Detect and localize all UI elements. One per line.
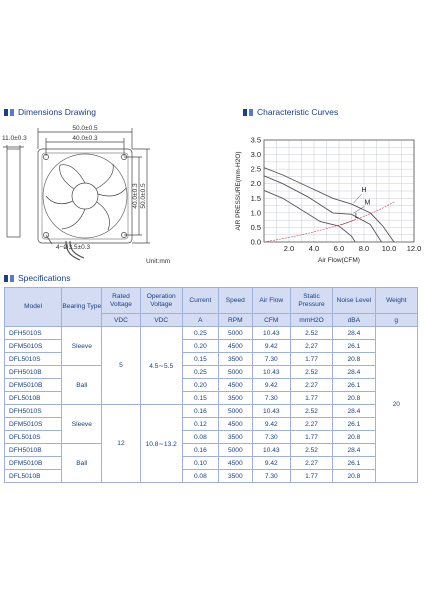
cell-model: DFH5010B <box>5 444 62 457</box>
section-bullet-icon <box>243 109 247 116</box>
specifications-table <box>4 287 418 483</box>
cell-noise-level: 28.4 <box>333 444 375 457</box>
unit-5: RPM <box>218 314 252 327</box>
section-dimensions-title: Dimensions Drawing <box>18 107 96 117</box>
cell-speed: 5000 <box>218 327 252 340</box>
cell-bearing-type: Sleeve <box>62 327 102 366</box>
dim-hole-spacing: 40.0±0.3 <box>72 135 98 142</box>
section-bullet-icon <box>249 109 253 116</box>
cell-current: 0.25 <box>182 327 218 340</box>
section-curves-title: Characteristic Curves <box>257 107 339 117</box>
series-label-h: H <box>361 187 367 195</box>
cell-rated-voltage: 12 <box>102 405 140 483</box>
dim-side-hole: 40.0±0.3 <box>132 183 139 209</box>
cell-air-flow: 7.30 <box>252 353 290 366</box>
cell-static-pressure: 1.77 <box>290 470 332 483</box>
dim-holes: 4−Ø3.5±0.3 <box>56 244 91 251</box>
y-tick-label: 1.5 <box>250 193 261 203</box>
cell-current: 0.08 <box>182 470 218 483</box>
y-tick-label: 0.5 <box>250 222 261 232</box>
cell-current: 0.20 <box>182 340 218 353</box>
unit-3: VDC <box>140 314 182 327</box>
cell-noise-level: 20.8 <box>333 470 375 483</box>
cell-bearing-type: Sleeve <box>62 405 102 444</box>
cell-air-flow: 7.30 <box>252 431 290 444</box>
x-tick-label: 6.0 <box>333 244 345 253</box>
cell-noise-level: 26.1 <box>333 457 375 470</box>
y-tick-label: 1.0 <box>250 208 261 218</box>
cell-noise-level: 28.4 <box>333 366 375 379</box>
series-label-m: M <box>364 199 371 207</box>
x-tick-label: 10.0 <box>381 244 397 253</box>
cell-model: DFM5010S <box>5 418 62 431</box>
section-bullet-icon <box>4 109 8 116</box>
table-row <box>5 444 418 457</box>
cell-air-flow: 9.42 <box>252 418 290 431</box>
cell-speed: 4500 <box>218 379 252 392</box>
cell-static-pressure: 2.52 <box>290 327 332 340</box>
series-label-l: L <box>355 212 359 220</box>
table-row <box>5 327 418 340</box>
cell-speed: 4500 <box>218 340 252 353</box>
cell-speed: 5000 <box>218 405 252 418</box>
cell-noise-level: 26.1 <box>333 418 375 431</box>
cell-bearing-type: Ball <box>62 444 102 483</box>
cell-operation-voltage: 4.5∼5.5 <box>140 327 182 405</box>
dim-top-width: 50.0±0.5 <box>72 125 98 132</box>
cell-air-flow: 7.30 <box>252 392 290 405</box>
cell-noise-level: 26.1 <box>333 379 375 392</box>
section-curves-header <box>243 107 338 117</box>
header-4: Current <box>182 288 218 314</box>
x-tick-label: 8.0 <box>358 244 370 253</box>
cell-current: 0.12 <box>182 418 218 431</box>
cell-model: DFH5010S <box>5 327 62 340</box>
cell-static-pressure: 1.77 <box>290 353 332 366</box>
unit-2: VDC <box>102 314 140 327</box>
section-specs-title: Specifications <box>18 273 71 283</box>
y-tick-label: 0.0 <box>250 237 261 247</box>
cell-speed: 4500 <box>218 457 252 470</box>
unit-4: A <box>182 314 218 327</box>
cell-speed: 3500 <box>218 392 252 405</box>
unit-8: dBA <box>333 314 375 327</box>
cell-current: 0.20 <box>182 379 218 392</box>
cell-current: 0.25 <box>182 366 218 379</box>
cell-model: DFM5010B <box>5 457 62 470</box>
dim-side-total: 50.0±0.5 <box>140 183 147 209</box>
cell-air-flow: 9.42 <box>252 340 290 353</box>
cell-model: DFM5010B <box>5 379 62 392</box>
cell-static-pressure: 2.52 <box>290 366 332 379</box>
cell-air-flow: 10.43 <box>252 405 290 418</box>
table-row <box>5 366 418 379</box>
section-specs-header <box>4 273 70 283</box>
cell-air-flow: 9.42 <box>252 379 290 392</box>
cell-model: DFH5010S <box>5 405 62 418</box>
cell-model: DFL5010B <box>5 470 62 483</box>
cell-noise-level: 26.1 <box>333 340 375 353</box>
series-leader-h <box>354 194 362 203</box>
header-5: Speed <box>218 288 252 314</box>
cell-air-flow: 7.30 <box>252 470 290 483</box>
cell-current: 0.16 <box>182 444 218 457</box>
cell-speed: 4500 <box>218 418 252 431</box>
header-7: Static Pressure <box>290 288 332 314</box>
header-6: Air Flow <box>252 288 290 314</box>
cell-current: 0.16 <box>182 405 218 418</box>
header-3: Operation Voltage <box>140 288 182 314</box>
dimensions-drawing <box>0 118 215 268</box>
header-bearing: Bearing Type <box>62 288 102 327</box>
y-tick-label: 3.5 <box>250 135 261 145</box>
unit-7: mmH2O <box>290 314 332 327</box>
header-8: Noise Level <box>333 288 375 314</box>
impedance-curve <box>264 201 395 242</box>
drawing-unit: Unit:mm <box>146 258 171 265</box>
y-axis-label: AIR PRESSURE(mm-H2O) <box>235 151 242 231</box>
cell-static-pressure: 1.77 <box>290 431 332 444</box>
section-dimensions-header <box>4 107 96 117</box>
cell-speed: 5000 <box>218 444 252 457</box>
cell-noise-level: 20.8 <box>333 353 375 366</box>
x-tick-label: 12.0 <box>406 244 422 253</box>
x-tick-label: 4.0 <box>308 244 320 253</box>
fan-side-view <box>7 149 20 237</box>
header-2: Rated Voltage <box>102 288 140 314</box>
cell-model: DFH5010B <box>5 366 62 379</box>
cell-static-pressure: 2.52 <box>290 405 332 418</box>
cell-static-pressure: 2.52 <box>290 444 332 457</box>
cell-current: 0.15 <box>182 392 218 405</box>
cell-model: DFL5010S <box>5 353 62 366</box>
section-bullet-icon <box>4 275 8 282</box>
y-tick-label: 2.0 <box>250 179 261 189</box>
x-axis-label: Air Flow(CFM) <box>318 257 360 264</box>
dim-thickness: 11.0±0.3 <box>2 135 27 142</box>
unit-6: CFM <box>252 314 290 327</box>
cell-speed: 3500 <box>218 353 252 366</box>
cell-model: DFL5010S <box>5 431 62 444</box>
cell-speed: 3500 <box>218 431 252 444</box>
cell-air-flow: 10.43 <box>252 327 290 340</box>
cell-noise-level: 20.8 <box>333 431 375 444</box>
cell-static-pressure: 2.27 <box>290 379 332 392</box>
cell-speed: 3500 <box>218 470 252 483</box>
cell-static-pressure: 2.27 <box>290 340 332 353</box>
section-bullet-icon <box>10 275 14 282</box>
cell-operation-voltage: 10.8∼13.2 <box>140 405 182 483</box>
cell-model: DFL5010B <box>5 392 62 405</box>
cell-weight: 20 <box>375 327 417 483</box>
section-bullet-icon <box>10 109 14 116</box>
cell-rated-voltage: 5 <box>102 327 140 405</box>
cell-static-pressure: 2.27 <box>290 418 332 431</box>
cell-noise-level: 20.8 <box>333 392 375 405</box>
cell-current: 0.10 <box>182 457 218 470</box>
cell-air-flow: 9.42 <box>252 457 290 470</box>
cell-bearing-type: Ball <box>62 366 102 405</box>
cell-current: 0.08 <box>182 431 218 444</box>
table-row <box>5 405 418 418</box>
cell-noise-level: 28.4 <box>333 327 375 340</box>
x-tick-label: 2.0 <box>283 244 295 253</box>
cell-speed: 5000 <box>218 366 252 379</box>
cell-air-flow: 10.43 <box>252 366 290 379</box>
cell-static-pressure: 1.77 <box>290 392 332 405</box>
y-tick-label: 2.5 <box>250 164 261 174</box>
y-tick-label: 3.0 <box>250 150 261 160</box>
cell-current: 0.15 <box>182 353 218 366</box>
table-header-row <box>5 288 418 314</box>
header-model: Model <box>5 288 62 327</box>
cell-noise-level: 28.4 <box>333 405 375 418</box>
cell-model: DFM5010S <box>5 340 62 353</box>
header-9: Weight <box>375 288 417 314</box>
unit-9: g <box>375 314 417 327</box>
cell-static-pressure: 2.27 <box>290 457 332 470</box>
characteristic-curves-chart <box>222 128 422 273</box>
cell-air-flow: 10.43 <box>252 444 290 457</box>
